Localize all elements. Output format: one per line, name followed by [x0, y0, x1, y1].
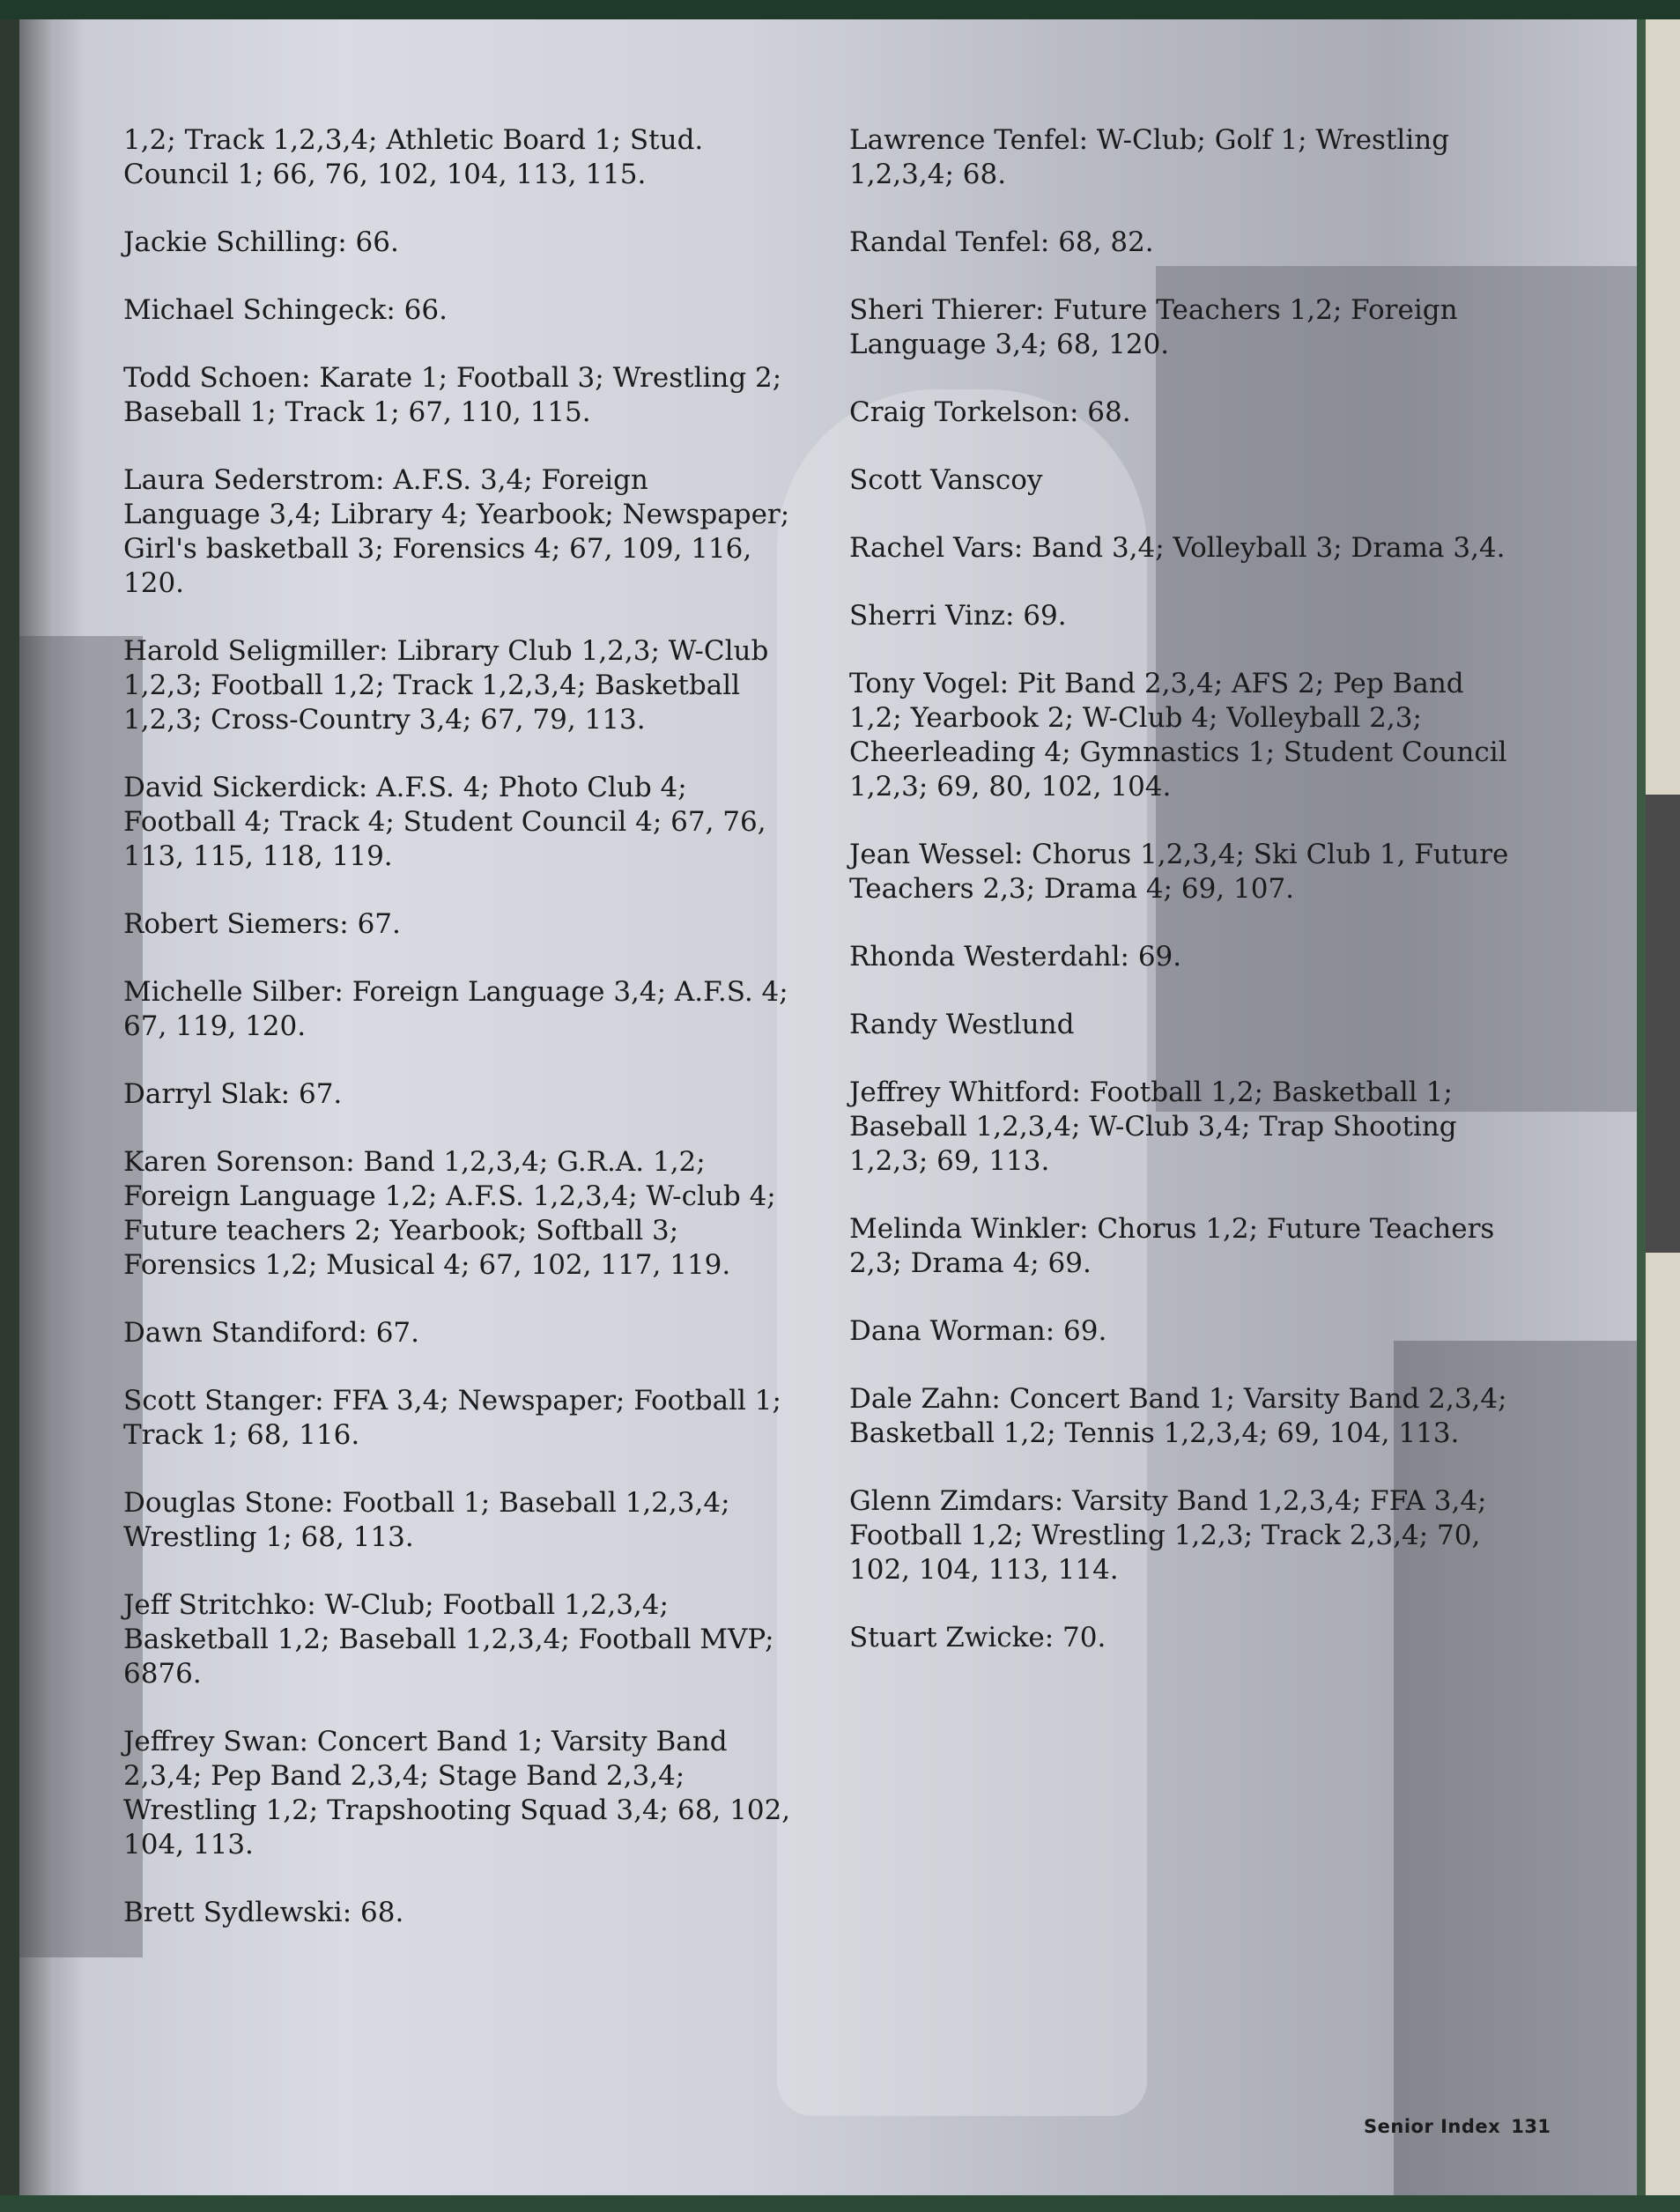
- binding-bottom-edge: [0, 2195, 1680, 2212]
- index-entry: Harold Seligmiller: Library Club 1,2,3; W-Club 1,2,3; Football 1,2; Track 1,2,3,4; Basketball 1,2,3; Cross-Country 3,4; 67, 79, 113.: [123, 635, 769, 736]
- index-entry: Brett Sydlewski: 68.: [123, 1897, 404, 1928]
- index-entry: Jackie Schilling: 66.: [123, 226, 399, 258]
- index-entry: Laura Sederstrom: A.F.S. 3,4; Foreign Language 3,4; Library 4; Yearbook; Newspaper; Girl's basketball 3; Forensics 4; 67, 109, 116, 120.: [123, 464, 790, 599]
- index-entry: Sheri Thierer: Future Teachers 1,2; Foreign Language 3,4; 68, 120.: [849, 294, 1458, 360]
- index-entry: Tony Vogel: Pit Band 2,3,4; AFS 2; Pep Band 1,2; Yearbook 2; W-Club 4; Volleyball 2,3; Cheerleading 4; Gymnastics 1; Student Council 1,2,3; 69, 80, 102, 104.: [849, 668, 1507, 803]
- index-entry: Jeff Stritchko: W-Club; Football 1,2,3,4; Basketball 1,2; Baseball 1,2,3,4; Football MVP; 6876.: [123, 1589, 774, 1690]
- index-entry: Douglas Stone: Football 1; Baseball 1,2,3,4; Wrestling 1; 68, 113.: [123, 1487, 730, 1553]
- index-entry: Randal Tenfel: 68, 82.: [849, 226, 1154, 258]
- index-entry: Robert Siemers: 67.: [123, 908, 401, 940]
- index-entry: Lawrence Tenfel: W-Club; Golf 1; Wrestling 1,2,3,4; 68.: [849, 124, 1450, 190]
- index-entry: Dale Zahn: Concert Band 1; Varsity Band 2,3,4; Basketball 1,2; Tennis 1,2,3,4; 69, 104, 113.: [849, 1383, 1507, 1449]
- index-entry: Stuart Zwicke: 70.: [849, 1622, 1106, 1653]
- index-entry: Dawn Standiford: 67.: [123, 1317, 419, 1349]
- index-entry: Rachel Vars: Band 3,4; Volleyball 3; Drama 3,4.: [849, 532, 1506, 564]
- index-entry: Scott Vanscoy: [849, 464, 1043, 496]
- index-entry: Todd Schoen: Karate 1; Football 3; Wrestling 2; Baseball 1; Track 1; 67, 110, 115.: [123, 362, 782, 428]
- index-entry: Sherri Vinz: 69.: [849, 600, 1067, 632]
- index-entry: Jeffrey Swan: Concert Band 1; Varsity Band 2,3,4; Pep Band 2,3,4; Stage Band 2,3,4; Wrestling 1,2; Trapshooting Squad 3,4; 68, 102, 104, 113.: [123, 1726, 791, 1861]
- footer-section-title: Senior Index: [1364, 2116, 1501, 2137]
- index-column-right: [849, 123, 1519, 1655]
- index-entry: Craig Torkelson: 68.: [849, 396, 1131, 428]
- page-footer: [1364, 2116, 1551, 2137]
- index-entry: Michelle Silber: Foreign Language 3,4; A.F.S. 4; 67, 119, 120.: [123, 976, 788, 1042]
- cover-edge: [1637, 19, 1646, 2195]
- index-entry: Karen Sorenson: Band 1,2,3,4; G.R.A. 1,2; Foreign Language 1,2; A.F.S. 1,2,3,4; W-club 4; Future teachers 2; Yearbook; Softball 3; Forensics 1,2; Musical 4; 67, 102, 117, 119.: [123, 1146, 776, 1281]
- index-entry: Jean Wessel: Chorus 1,2,3,4; Ski Club 1, Future Teachers 2,3; Drama 4; 69, 107.: [849, 839, 1509, 905]
- index-column-left: [123, 123, 793, 1930]
- index-entry: David Sickerdick: A.F.S. 4; Photo Club 4; Football 4; Track 4; Student Council 4; 67, 76, 113, 115, 118, 119.: [123, 772, 766, 872]
- index-entry: Randy Westlund: [849, 1009, 1075, 1040]
- binding-top-edge: [0, 0, 1680, 19]
- index-entry: Scott Stanger: FFA 3,4; Newspaper; Football 1; Track 1; 68, 116.: [123, 1385, 781, 1451]
- index-entry: Glenn Zimdars: Varsity Band 1,2,3,4; FFA 3,4; Football 1,2; Wrestling 1,2,3; Track 2,3,4; 70, 102, 104, 113, 114.: [849, 1485, 1487, 1586]
- index-entry: Darryl Slak: 67.: [123, 1078, 343, 1110]
- index-entry: Jeffrey Whitford: Football 1,2; Basketball 1; Baseball 1,2,3,4; W-Club 3,4; Trap Shooting 1,2,3; 69, 113.: [849, 1076, 1457, 1177]
- page-number: 131: [1511, 2116, 1551, 2137]
- index-entry: Dana Worman: 69.: [849, 1315, 1107, 1347]
- index-entry: 1,2; Track 1,2,3,4; Athletic Board 1; Stud. Council 1; 66, 76, 102, 104, 113, 115.: [123, 124, 704, 190]
- index-entry: Melinda Winkler: Chorus 1,2; Future Teachers 2,3; Drama 4; 69.: [849, 1213, 1495, 1279]
- adjacent-page-edge: [1637, 19, 1680, 2195]
- index-entry: Rhonda Westerdahl: 69.: [849, 941, 1182, 973]
- index-entry: Michael Schingeck: 66.: [123, 294, 448, 326]
- adjacent-page-photo: [1646, 795, 1680, 1253]
